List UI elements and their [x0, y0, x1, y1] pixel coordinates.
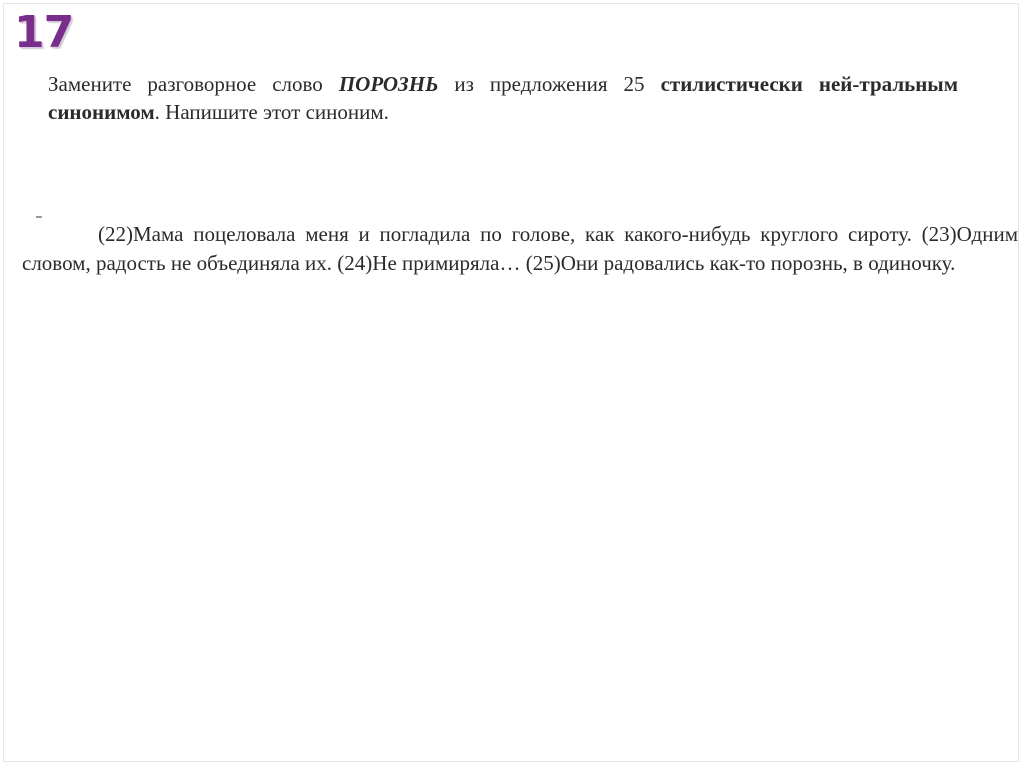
task-text-part1: Замените разговорное слово [48, 72, 339, 96]
task-text-part2: из предложения 25 [438, 72, 661, 96]
task-target-word: ПОРОЗНЬ [338, 72, 439, 96]
slide-frame [3, 3, 1019, 762]
source-passage: (22)Мама поцеловала меня и погладила по голове, как какого-нибудь круглого сироту. (23)Одним словом, радость не объединяла их. (24)Не примиряла… (25)Они радовались как-то порознь, в одиночку. [22, 222, 1018, 275]
task-emphasis: стилистически ней-тральным синонимом [48, 72, 958, 124]
task-instruction [48, 70, 958, 126]
slide-number: 17 [14, 7, 74, 58]
task-text-part3: . Напишите этот синоним. [154, 100, 389, 124]
scan-mark [36, 216, 42, 218]
